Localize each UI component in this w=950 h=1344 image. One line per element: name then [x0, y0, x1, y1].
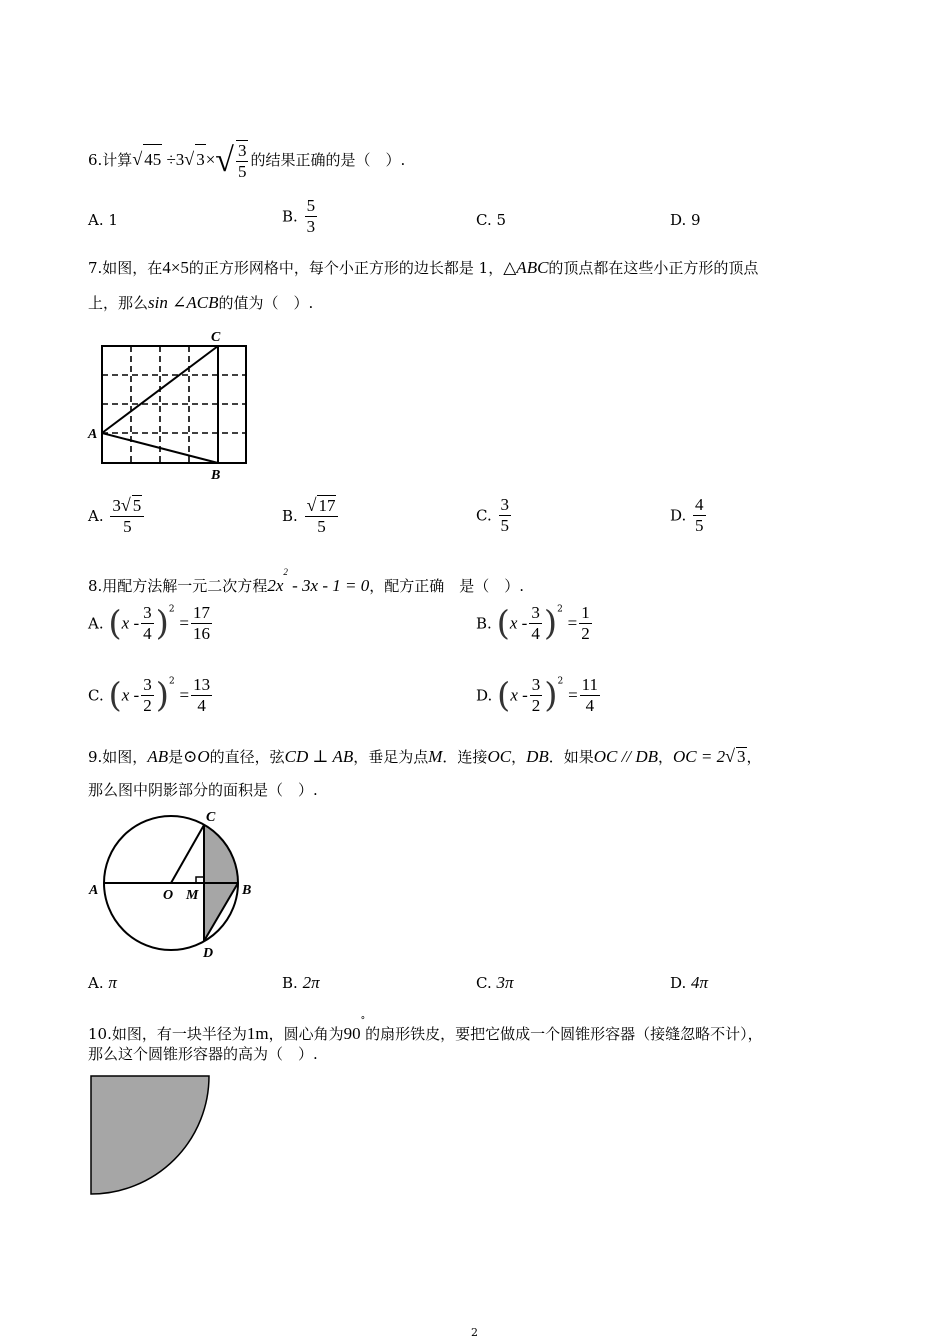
q8-option-b[interactable]: B. (x - $\frac{3}{4}$ )$^2$ = $\frac{1}{2}$: [476, 603, 590, 644]
q9-stem-line1: 9.如图，AB是⊙O的直径，弦CD ⊥ AB，垂足为点M．连接OC，DB．如果OC // DB，OC = 2√ 3，: [88, 746, 762, 766]
q7-option-d[interactable]: D. $\frac{4}{5}$: [670, 495, 704, 535]
q6-prefix: 6.计算: [88, 150, 133, 169]
q7-label-c: C: [211, 330, 221, 345]
q7-grid-figure: [85, 325, 260, 485]
q9-label-m: M: [186, 888, 199, 903]
q10-sector-figure: [85, 1070, 215, 1200]
q6-option-a[interactable]: A. 1: [88, 211, 118, 229]
q7-stem-line1: 7.如图，在4×5的正方形网格中，每个小正方形的边长都是 1，△ABC的顶点都在这些小正方形的顶点: [88, 258, 759, 277]
q7-option-c[interactable]: C. $\frac{3}{5}$: [476, 495, 509, 535]
q8-option-a[interactable]: A. (x - $\frac{3}{4}$ )$^2$ = $\frac{17}{16}$: [88, 603, 210, 644]
q9-label-b: B: [242, 883, 252, 898]
q7-label-b: B: [211, 468, 221, 483]
q7-stem-line2: 上，那么sin ∠ACB的值为（ ）.: [88, 293, 314, 312]
q6-stem: [88, 140, 405, 180]
q9-label-o: O: [163, 888, 174, 903]
q10-stem-line1: 10.如图，有一块半径为1m，圆心角为90°的扇形铁皮，要把它做成一个圆锥形容器（接缝忽略不计），: [88, 1016, 763, 1043]
q9-stem-line2: 那么图中阴影部分的面积是（ ）.: [88, 781, 318, 799]
q8-stem: 8.用配方法解一元二次方程$2x^2 - 3x - 1 = 0$，配方正确 是（ ）.: [88, 567, 524, 595]
q9-option-d[interactable]: D. 4π: [670, 973, 709, 992]
q9-circle-figure: [85, 806, 260, 966]
q8-option-c[interactable]: C. (x - $\frac{3}{2}$ )$^2$ = $\frac{13}{4}$: [88, 675, 211, 716]
q9-label-c: C: [206, 810, 216, 825]
q6-option-b[interactable]: B. $\frac{5}{3}$: [282, 196, 316, 236]
q9-label-d: D: [203, 946, 214, 961]
q6-option-d[interactable]: D. 9: [670, 211, 701, 229]
q6-option-c[interactable]: C. 5: [476, 211, 507, 229]
q9-option-c[interactable]: C. 3π: [476, 973, 514, 992]
q6-suffix: 的结果正确的是（ ）.: [250, 150, 406, 169]
q9-option-b[interactable]: B. 2π: [282, 973, 320, 992]
q10-stem-line2: 那么这个圆锥形容器的高为（ ）.: [88, 1045, 318, 1063]
q9-shaded-region-upper: [204, 825, 238, 883]
q6-expression: √ 45 ÷3√ 3×√ $\frac{3}{5}$: [132, 141, 247, 181]
q9-label-a: A: [89, 883, 99, 898]
q7-option-b[interactable]: B. $\frac{√ 17}{5}$: [282, 495, 340, 537]
q7-label-a: A: [88, 427, 98, 442]
q8-option-d[interactable]: D. (x - $\frac{3}{2}$ )$^2$ = $\frac{11}{4}$: [476, 675, 599, 716]
q9-option-a[interactable]: A. π: [88, 973, 117, 992]
q7-option-a[interactable]: A. $\frac{3√ 5}{5}$: [88, 495, 146, 537]
page-number: 2: [471, 1326, 478, 1339]
